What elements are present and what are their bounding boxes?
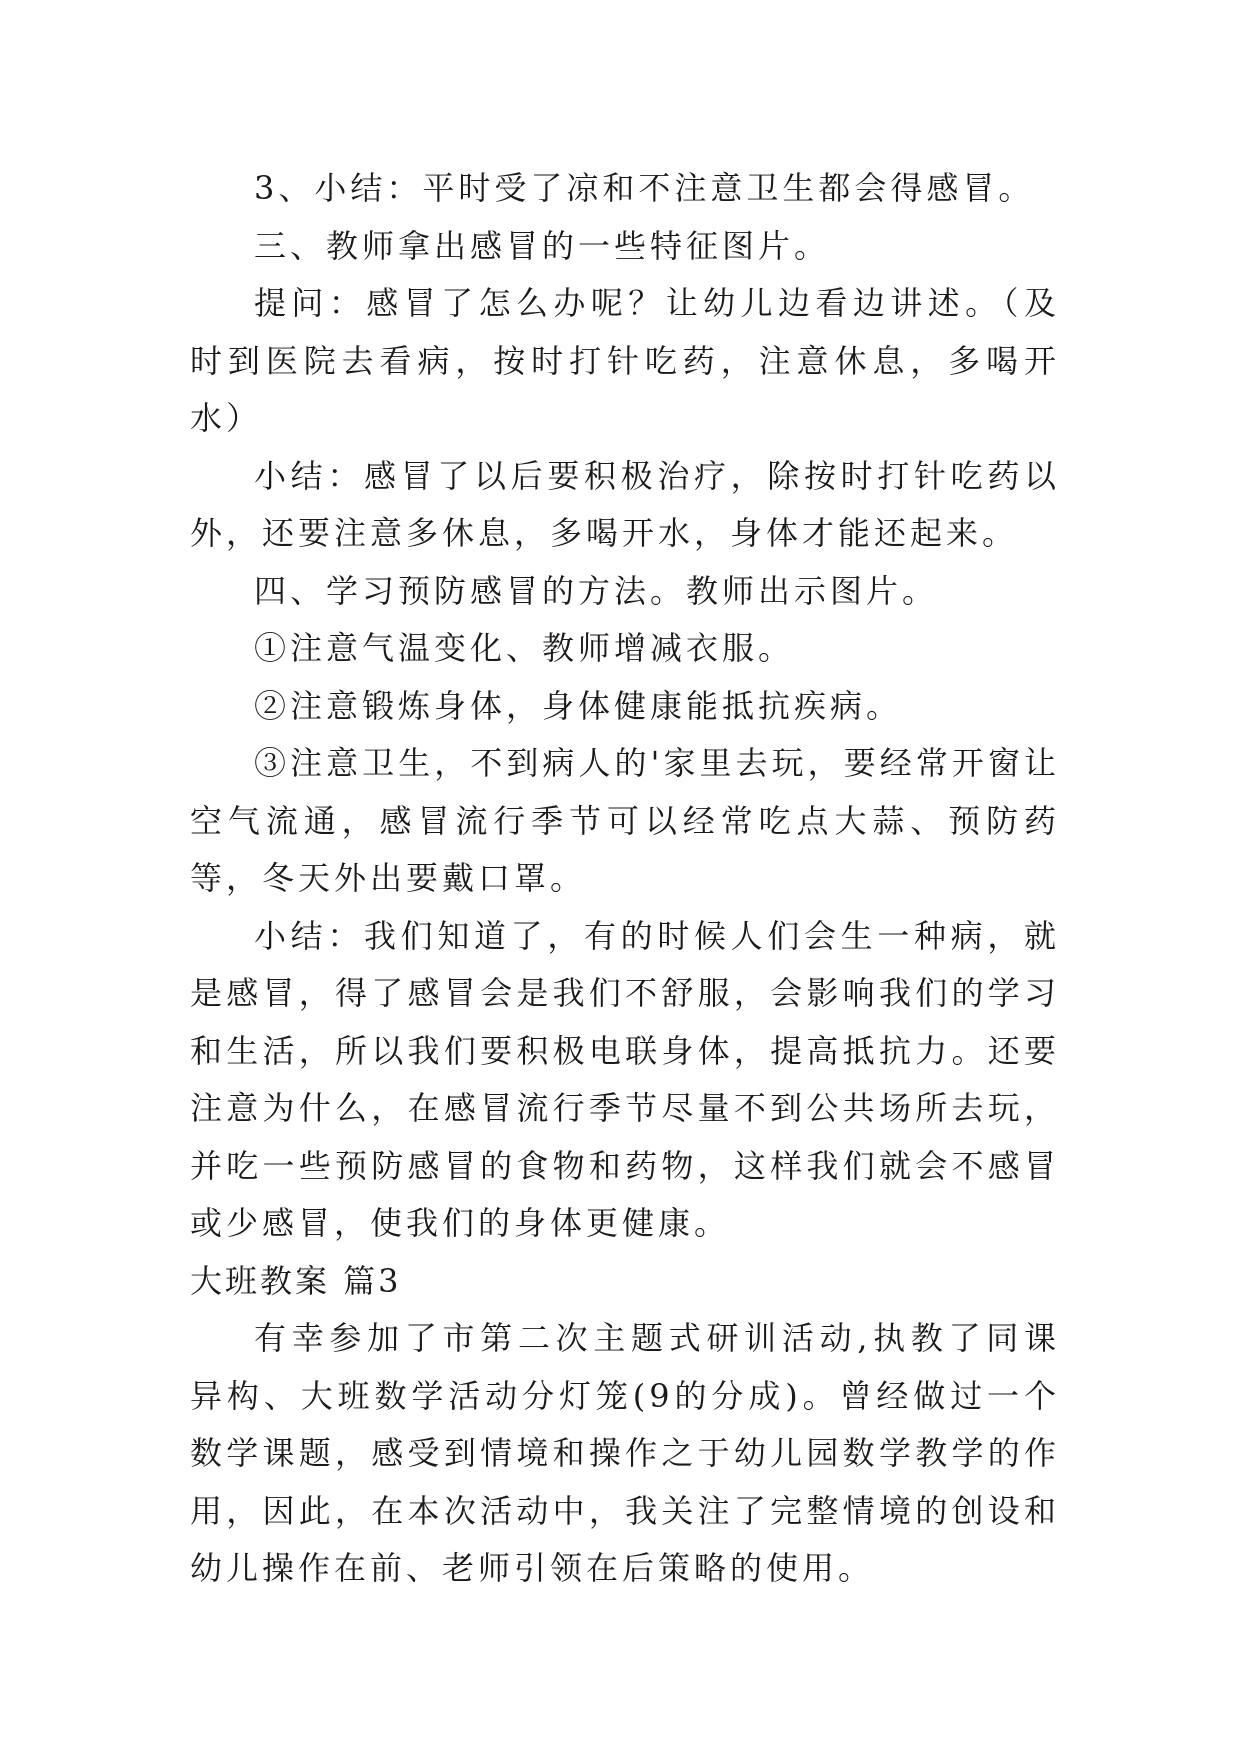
paragraph-summary-treatment: 小结：感冒了以后要积极治疗，除按时打针吃药以外，还要注意多休息，多喝开水，身体才能还起来。 [190, 456, 1060, 552]
paragraph-summary-final: 小结：我们知道了，有的时候人们会生一种病，就是感冒，得了感冒会是我们不舒服，会影响我们的学习和生活，所以我们要积极电联身体，提高抵抗力。还要注意为什么，在感冒流行季节尽量不到公共场所去玩，并吃一些预防感冒的食物和药物，这样我们就会不感冒或少感冒，使我们的身体更健康。 [190, 916, 1060, 1242]
section-heading: 大班教案 篇3 [190, 1261, 402, 1300]
paragraph-summary-causes: 3、小结：平时受了凉和不注意卫生都会得感冒。 [254, 169, 1035, 207]
paragraph-item-1: ①注意气温变化、教师增减衣服。 [254, 629, 795, 667]
document-body [190, 160, 1060, 1598]
paragraph-question: 提问：感冒了怎么办呢？让幼儿边看边讲述。（及时到医院去看病，按时打针吃药，注意休息，多喝开水） [190, 284, 1060, 437]
paragraph-section-three: 三、教师拿出感冒的一些特征图片。 [254, 226, 831, 265]
paragraph-section-four: 四、学习预防感冒的方法。教师出示图片。 [254, 571, 939, 610]
paragraph-reflection: 有幸参加了市第二次主题式研训活动,执教了同课异构、大班数学活动分灯笼(9的分成)。曾经做过一个数学课题，感受到情境和操作之于幼儿园数学教学的作用，因此，在本次活动中，我关注了完整情境的创设和幼儿操作在前、老师引领在后策略的使用。 [190, 1319, 1060, 1587]
paragraph-item-2: ②注意锻炼身体，身体健康能抵抗疾病。 [254, 686, 903, 725]
paragraph-item-3: ③注意卫生，不到病人的'家里去玩，要经常开窗让空气流通，感冒流行季节可以经常吃点大蒜、预防药等，冬天外出要戴口罩。 [190, 744, 1060, 897]
